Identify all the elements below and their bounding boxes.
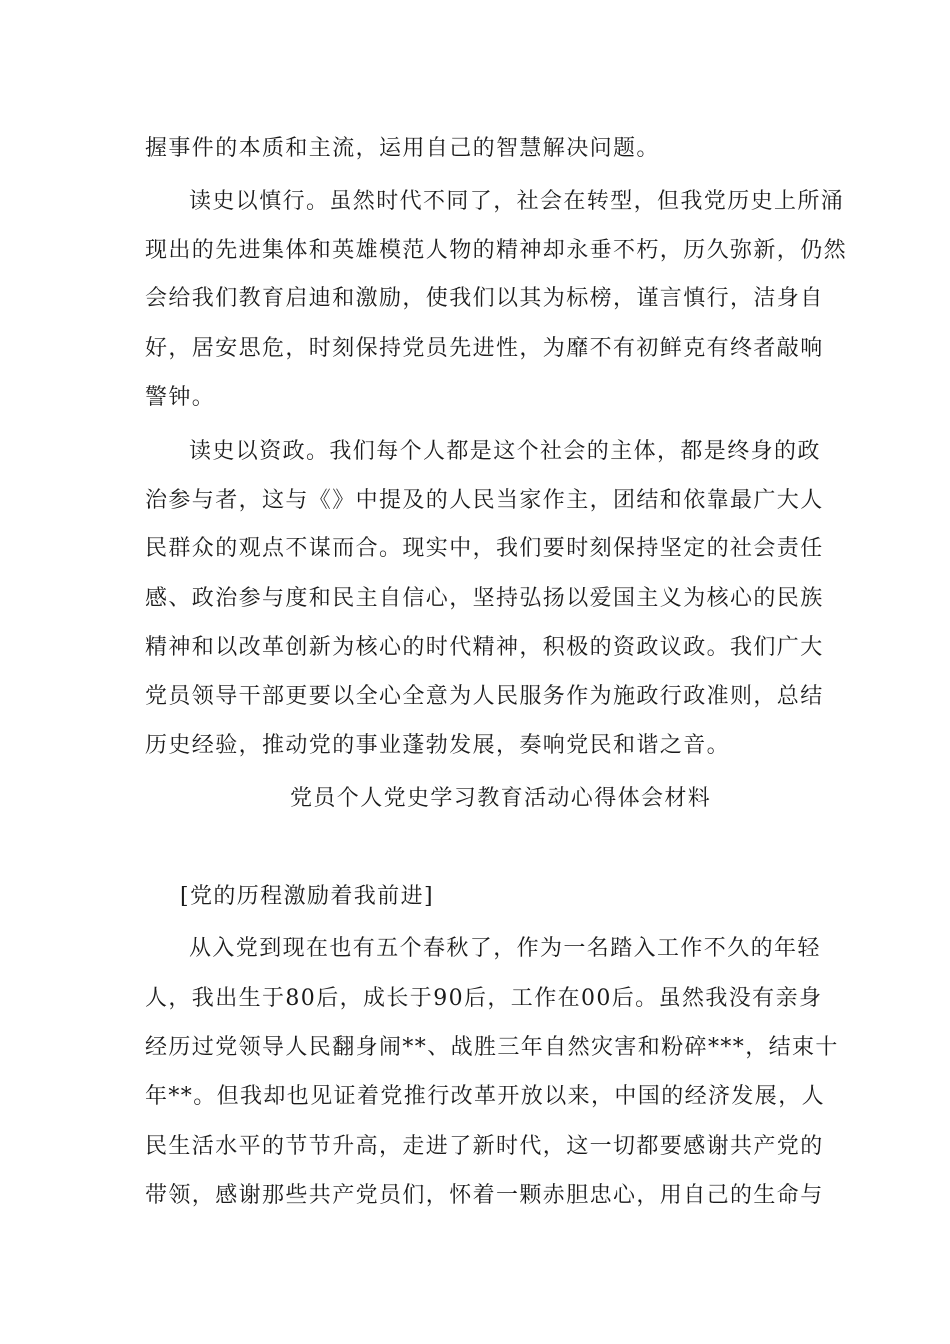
text-line: 经历过党领导人民翻身闹**、战胜三年自然灾害和粉碎***，结束十 <box>145 1035 839 1060</box>
text-line: 会给我们教育启迪和激励，使我们以其为标榜，谨言慎行，洁身自 <box>145 286 824 311</box>
text-line: 民生活水平的节节升高，走进了新时代，这一切都要感谢共产党的 <box>145 1134 824 1159</box>
text-line: 民群众的观点不谋而合。现实中，我们要时刻保持坚定的社会责任 <box>145 536 824 561</box>
text-line: 感、政治参与度和民主自信心，坚持弘扬以爱国主义为核心的民族 <box>145 586 824 611</box>
text-line: 精神和以改革创新为核心的时代精神，积极的资政议政。我们广大 <box>145 635 824 660</box>
text-line: 治参与者，这与《》中提及的人民当家作主，团结和依靠最广大人 <box>145 488 824 513</box>
text-line: 现出的先进集体和英雄模范人物的精神却永垂不朽，历久弥新，仍然 <box>145 238 848 263</box>
text-line: 历史经验，推动党的事业蓬勃发展，奏响党民和谐之音。 <box>145 733 731 758</box>
text-line: 党员领导干部更要以全心全意为人民服务作为施政行政准则，总结 <box>145 684 824 709</box>
text-line: 年**。但我却也见证着党推行改革开放以来，中国的经济发展，人 <box>145 1084 826 1109</box>
text-line: 从入党到现在也有五个春秋了，作为一名踏入工作不久的年轻 <box>189 936 821 961</box>
text-line: 带领，感谢那些共产党员们，怀着一颗赤胆忠心，用自己的生命与 <box>145 1183 824 1208</box>
paragraph-heading-line: 读史以资政。我们每个人都是这个社会的主体，都是终身的政 <box>189 439 821 464</box>
section-subtitle: [党的历程激励着我前进] <box>180 884 434 909</box>
text-line: 人，我出生于80后，成长于90后，工作在00后。虽然我没有亲身 <box>145 986 823 1011</box>
section-title: 党员个人党史学习教育活动心得体会材料 <box>290 786 712 811</box>
text-line: 好，居安思危，时刻保持党员先进性，为靡不有初鲜克有终者敲响 <box>145 336 824 361</box>
text-line: 握事件的本质和主流，运用自己的智慧解决问题。 <box>145 136 660 161</box>
paragraph-heading-line: 读史以慎行。虽然时代不同了，社会在转型，但我党历史上所涌 <box>189 189 845 214</box>
text-line: 警钟。 <box>145 385 216 410</box>
